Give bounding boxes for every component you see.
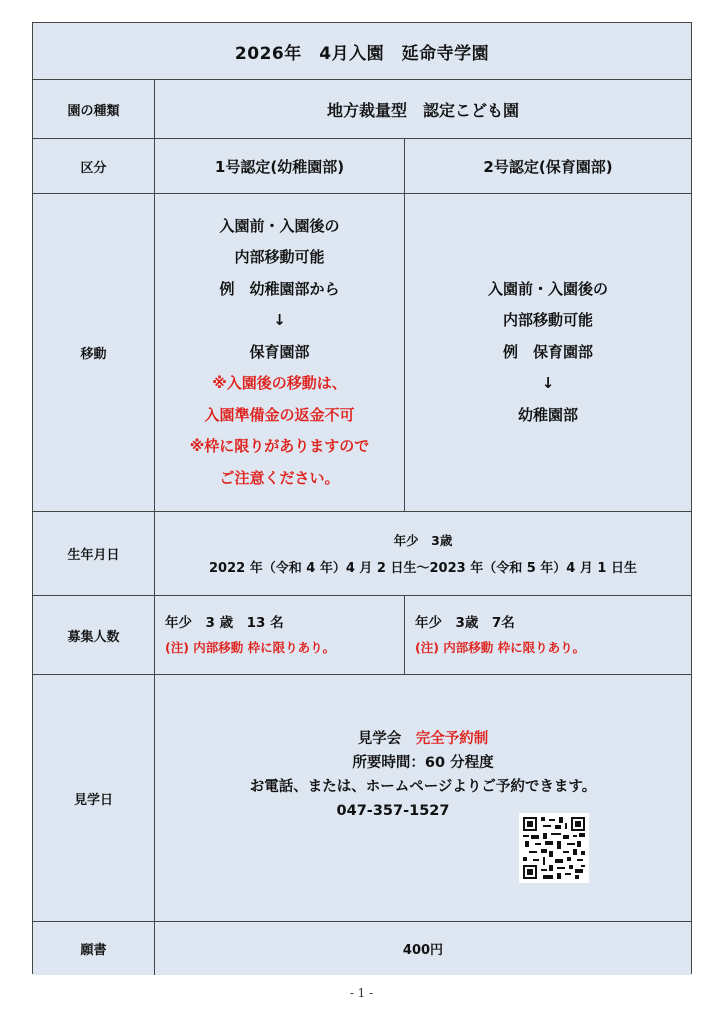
move-n-line-3: 例 保育園部 [502,342,593,361]
type-row [33,80,691,139]
visit-label: 見学日 [33,675,155,921]
birth-label: 生年月日 [33,512,155,595]
arrow-down-icon: ↓ [273,311,286,330]
division-nursery: 2号認定(保育園部) [405,139,691,193]
capacity-kindergarten [155,596,405,674]
birth-age: 年少 3歳 [393,532,453,548]
capacity-row [33,596,691,675]
arrow-down-icon: ↓ [541,374,555,393]
visit-event: 見学会 [357,731,416,747]
capacity-k-count: 年少 3 歳 13 名 [165,615,284,631]
move-k-warning-3: ※枠に限りがありますので [189,437,370,456]
move-n-line-5: 幼稚園部 [517,405,578,424]
move-nursery [405,194,691,511]
division-label: 区分 [33,139,155,193]
capacity-n-note: (注) 内部移動 枠に限りあり。 [415,640,586,655]
move-label: 移動 [33,194,155,511]
birth-value [155,512,691,595]
capacity-k-note: (注) 内部移動 枠に限りあり。 [165,640,336,655]
page-number: - 1 - [349,986,374,1000]
application-row [33,922,691,975]
application-label: 願書 [33,922,155,975]
move-k-line-2: 内部移動可能 [234,248,325,267]
qr-code-icon[interactable] [519,813,589,883]
division-kindergarten: 1号認定(幼稚園部) [155,139,405,193]
visit-duration: 所要時間：60 分程度 [352,755,494,771]
capacity-nursery [405,596,691,674]
visit-value [155,675,691,921]
division-row [33,139,691,194]
type-value: 地方裁量型 認定こども園 [155,80,691,138]
admission-table [32,22,692,974]
page-title: 2026年 4月入園 延命寺学園 [33,23,691,79]
move-n-line-1: 入園前・入園後の [487,279,608,298]
birth-row [33,512,691,596]
move-k-warning-1: ※入園後の移動は、 [212,374,347,393]
move-k-warning-2: 入園準備金の返金不可 [204,405,355,424]
birth-range: 2022 年（令和 4 年）4 月 2 日生～2023 年（令和 5 年）4 月 1 日生 [209,560,637,576]
visit-row [33,675,691,922]
visit-phone: 047-357-1527 [336,803,450,819]
move-kindergarten [155,194,405,511]
capacity-n-count: 年少 3歳 7名 [415,615,515,631]
reservation-only: 完全予約制 [415,731,489,747]
move-k-line-1: 入園前・入園後の [219,216,340,235]
move-row [33,194,691,512]
type-label: 園の種類 [33,80,155,138]
move-k-line-5: 保育園部 [249,342,310,361]
capacity-label: 募集人数 [33,596,155,674]
application-fee: 400円 [155,922,691,975]
move-n-line-2: 内部移動可能 [502,311,593,330]
visit-reserve: お電話、または、ホームページよりご予約できます。 [249,779,597,795]
visit-line-1 [358,727,489,751]
move-k-line-3: 例 幼稚園部から [219,279,340,298]
move-k-warning-4: ご注意ください。 [219,468,340,487]
title-row [33,23,691,80]
